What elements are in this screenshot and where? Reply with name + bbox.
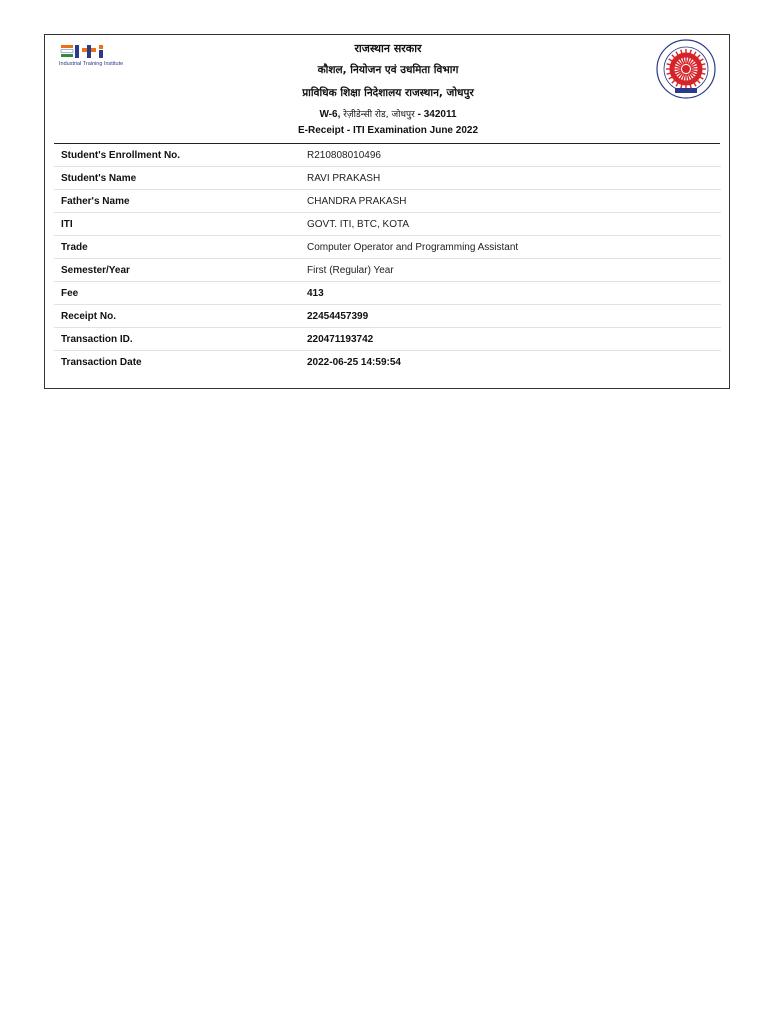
iti-logo-icon <box>59 42 139 72</box>
table-row <box>54 259 721 282</box>
receipt-title: E-Receipt - ITI Examination June 2022 <box>297 125 479 136</box>
row-label: Student's Enrollment No. <box>54 144 307 167</box>
receipt-card <box>44 34 730 389</box>
row-label: Transaction ID. <box>54 328 307 351</box>
row-label: Receipt No. <box>54 305 307 328</box>
table-row <box>54 282 721 305</box>
row-value: 413 <box>307 282 721 305</box>
table-row <box>54 213 721 236</box>
row-value: GOVT. ITI, BTC, KOTA <box>307 213 721 236</box>
row-value: R210808010496 <box>307 144 721 167</box>
row-label: Fee <box>54 282 307 305</box>
department-name: कौशल, नियोजन एवं उधमिता विभाग <box>317 64 459 76</box>
directorate-seal-icon <box>655 38 717 100</box>
row-label: Transaction Date <box>61 356 142 368</box>
row-label: Student's Name <box>54 167 307 190</box>
row-label: Semester/Year <box>54 259 307 282</box>
directorate-name: प्राविधिक शिक्षा निदेशालय राजस्थान, जोधपुर <box>302 87 474 99</box>
address-plot: W-6, <box>319 109 341 120</box>
iti-logo-caption: Industrial Training Institute <box>59 61 124 67</box>
address-road: रेज़ीडेन्सी रोड, जोधपुर <box>340 110 415 120</box>
receipt-details-table <box>54 144 721 373</box>
row-label: Trade <box>54 236 307 259</box>
row-value: 22454457399 <box>307 305 721 328</box>
row-value: 220471193742 <box>307 328 721 351</box>
row-value: CHANDRA PRAKASH <box>307 190 721 213</box>
address-line <box>165 107 611 120</box>
address-pin: - 342011 <box>414 109 457 120</box>
row-label: Father's Name <box>54 190 307 213</box>
row-value: Computer Operator and Programming Assistant <box>307 236 721 259</box>
table-row <box>54 328 721 351</box>
row-value: RAVI PRAKASH <box>307 167 721 190</box>
row-label: ITI <box>54 213 307 236</box>
table-row <box>54 305 721 328</box>
table-row <box>54 167 721 190</box>
row-value: 2022-06-25 14:59:54 <box>307 356 401 368</box>
table-row <box>54 190 721 213</box>
table-row <box>54 351 721 374</box>
row-value: First (Regular) Year <box>307 259 721 282</box>
table-row <box>54 236 721 259</box>
table-row <box>54 144 721 167</box>
government-name: राजस्थान सरकार <box>354 42 422 55</box>
